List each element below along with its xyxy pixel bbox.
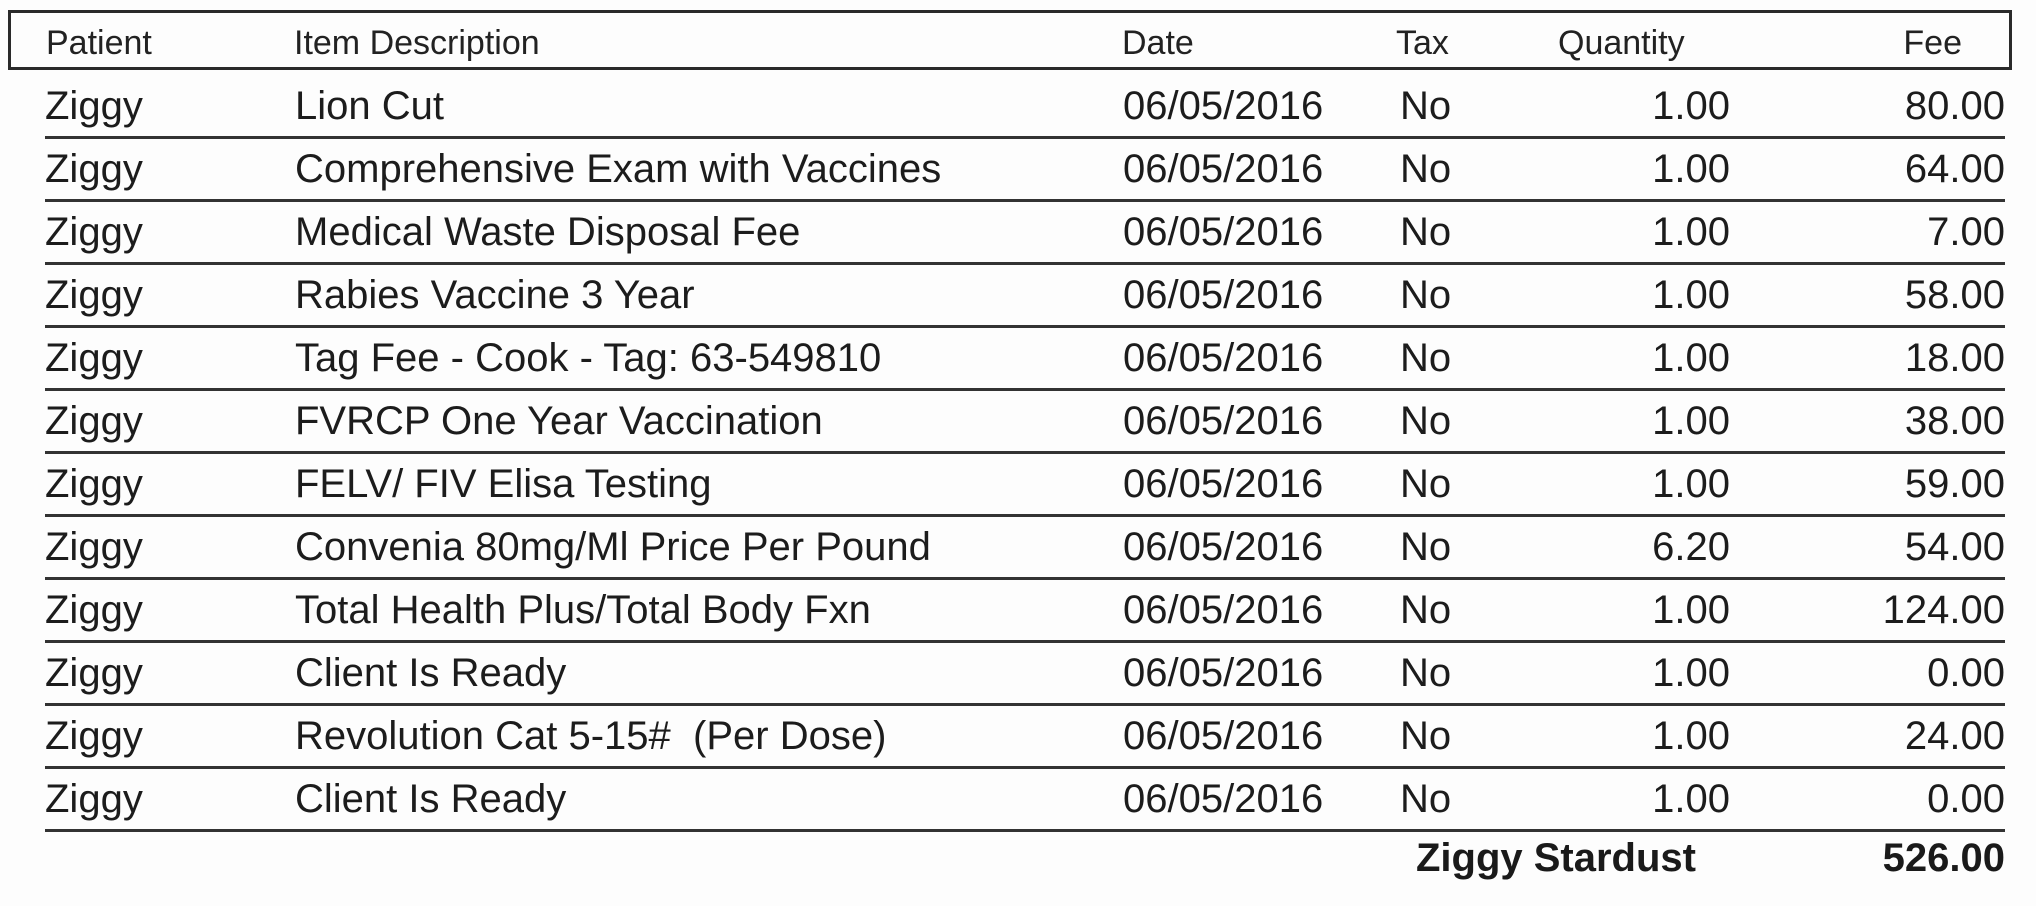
- cell-patient: Ziggy: [45, 777, 143, 821]
- cell-date: 06/05/2016: [1123, 399, 1324, 443]
- cell-tax: No: [1400, 399, 1452, 443]
- cell-tax: No: [1400, 525, 1452, 569]
- header-patient: Patient: [46, 24, 152, 62]
- cell-fee: 0.00: [1927, 651, 2005, 695]
- cell-quantity: 1.00: [1652, 462, 1730, 506]
- cell-fee: 18.00: [1904, 336, 2005, 380]
- cell-quantity: 1.00: [1652, 147, 1730, 191]
- table-row: [45, 454, 2005, 517]
- cell-description: Comprehensive Exam with Vaccines: [295, 147, 942, 191]
- cell-fee: 124.00: [1882, 588, 2005, 632]
- cell-date: 06/05/2016: [1123, 147, 1324, 191]
- header-fee: Fee: [1903, 24, 1962, 62]
- cell-quantity: 1.00: [1652, 714, 1730, 758]
- cell-date: 06/05/2016: [1123, 714, 1324, 758]
- cell-date: 06/05/2016: [1123, 273, 1324, 317]
- cell-fee: 24.00: [1904, 714, 2005, 758]
- cell-patient: Ziggy: [45, 714, 143, 758]
- cell-fee: 59.00: [1904, 462, 2005, 506]
- cell-patient: Ziggy: [45, 525, 143, 569]
- cell-tax: No: [1400, 777, 1452, 821]
- cell-description: Convenia 80mg/Ml Price Per Pound: [295, 525, 931, 569]
- table-row: [45, 391, 2005, 454]
- cell-date: 06/05/2016: [1123, 462, 1324, 506]
- table-row: [45, 769, 2005, 832]
- cell-patient: Ziggy: [45, 147, 143, 191]
- cell-patient: Ziggy: [45, 651, 143, 695]
- cell-fee: 64.00: [1904, 147, 2005, 191]
- table-row: [45, 706, 2005, 769]
- cell-quantity: 1.00: [1652, 210, 1730, 254]
- header-date: Date: [1122, 24, 1194, 62]
- cell-tax: No: [1400, 651, 1452, 695]
- cell-fee: 80.00: [1904, 84, 2005, 128]
- cell-tax: No: [1400, 336, 1452, 380]
- cell-description: Tag Fee - Cook - Tag: 63-549810: [295, 336, 882, 380]
- cell-fee: 58.00: [1904, 273, 2005, 317]
- table-row: [45, 265, 2005, 328]
- cell-description: Medical Waste Disposal Fee: [295, 210, 801, 254]
- cell-description: Total Health Plus/Total Body Fxn: [295, 588, 871, 632]
- total-label: Ziggy Stardust: [1415, 836, 1696, 880]
- cell-tax: No: [1400, 147, 1452, 191]
- cell-quantity: 1.00: [1652, 84, 1730, 128]
- cell-tax: No: [1400, 462, 1452, 506]
- table-row: [45, 202, 2005, 265]
- cell-fee: 38.00: [1904, 399, 2005, 443]
- cell-date: 06/05/2016: [1123, 210, 1324, 254]
- cell-description: FVRCP One Year Vaccination: [295, 399, 823, 443]
- total-amount: 526.00: [1882, 836, 2005, 880]
- cell-tax: No: [1400, 273, 1452, 317]
- table-row: [45, 328, 2005, 391]
- cell-date: 06/05/2016: [1123, 336, 1324, 380]
- cell-tax: No: [1400, 714, 1452, 758]
- cell-quantity: 1.00: [1652, 651, 1730, 695]
- cell-patient: Ziggy: [45, 588, 143, 632]
- cell-patient: Ziggy: [45, 84, 143, 128]
- cell-tax: No: [1400, 210, 1452, 254]
- cell-patient: Ziggy: [45, 336, 143, 380]
- cell-quantity: 1.00: [1652, 336, 1730, 380]
- cell-date: 06/05/2016: [1123, 588, 1324, 632]
- header-tax: Tax: [1396, 24, 1449, 62]
- cell-patient: Ziggy: [45, 273, 143, 317]
- cell-quantity: 1.00: [1652, 399, 1730, 443]
- cell-description: Revolution Cat 5-15# (Per Dose): [295, 714, 887, 758]
- cell-description: FELV/ FIV Elisa Testing: [295, 462, 712, 506]
- cell-quantity: 6.20: [1652, 525, 1730, 569]
- header-description: Item Description: [294, 24, 540, 62]
- cell-patient: Ziggy: [45, 462, 143, 506]
- table-row: [45, 580, 2005, 643]
- cell-quantity: 1.00: [1652, 273, 1730, 317]
- cell-description: Client Is Ready: [295, 777, 567, 821]
- header-quantity: Quantity: [1558, 24, 1685, 62]
- cell-date: 06/05/2016: [1123, 84, 1324, 128]
- cell-description: Rabies Vaccine 3 Year: [295, 273, 695, 317]
- table-header: [8, 10, 2012, 70]
- table-row: [45, 517, 2005, 580]
- cell-description: Client Is Ready: [295, 651, 567, 695]
- table-row: [45, 139, 2005, 202]
- table-row: [45, 643, 2005, 706]
- table-row: [45, 76, 2005, 139]
- cell-fee: 54.00: [1904, 525, 2005, 569]
- cell-fee: 7.00: [1927, 210, 2005, 254]
- cell-fee: 0.00: [1927, 777, 2005, 821]
- cell-date: 06/05/2016: [1123, 651, 1324, 695]
- cell-tax: No: [1400, 84, 1452, 128]
- cell-date: 06/05/2016: [1123, 777, 1324, 821]
- cell-tax: No: [1400, 588, 1452, 632]
- cell-date: 06/05/2016: [1123, 525, 1324, 569]
- cell-description: Lion Cut: [295, 84, 444, 128]
- cell-quantity: 1.00: [1652, 588, 1730, 632]
- cell-quantity: 1.00: [1652, 777, 1730, 821]
- cell-patient: Ziggy: [45, 399, 143, 443]
- cell-patient: Ziggy: [45, 210, 143, 254]
